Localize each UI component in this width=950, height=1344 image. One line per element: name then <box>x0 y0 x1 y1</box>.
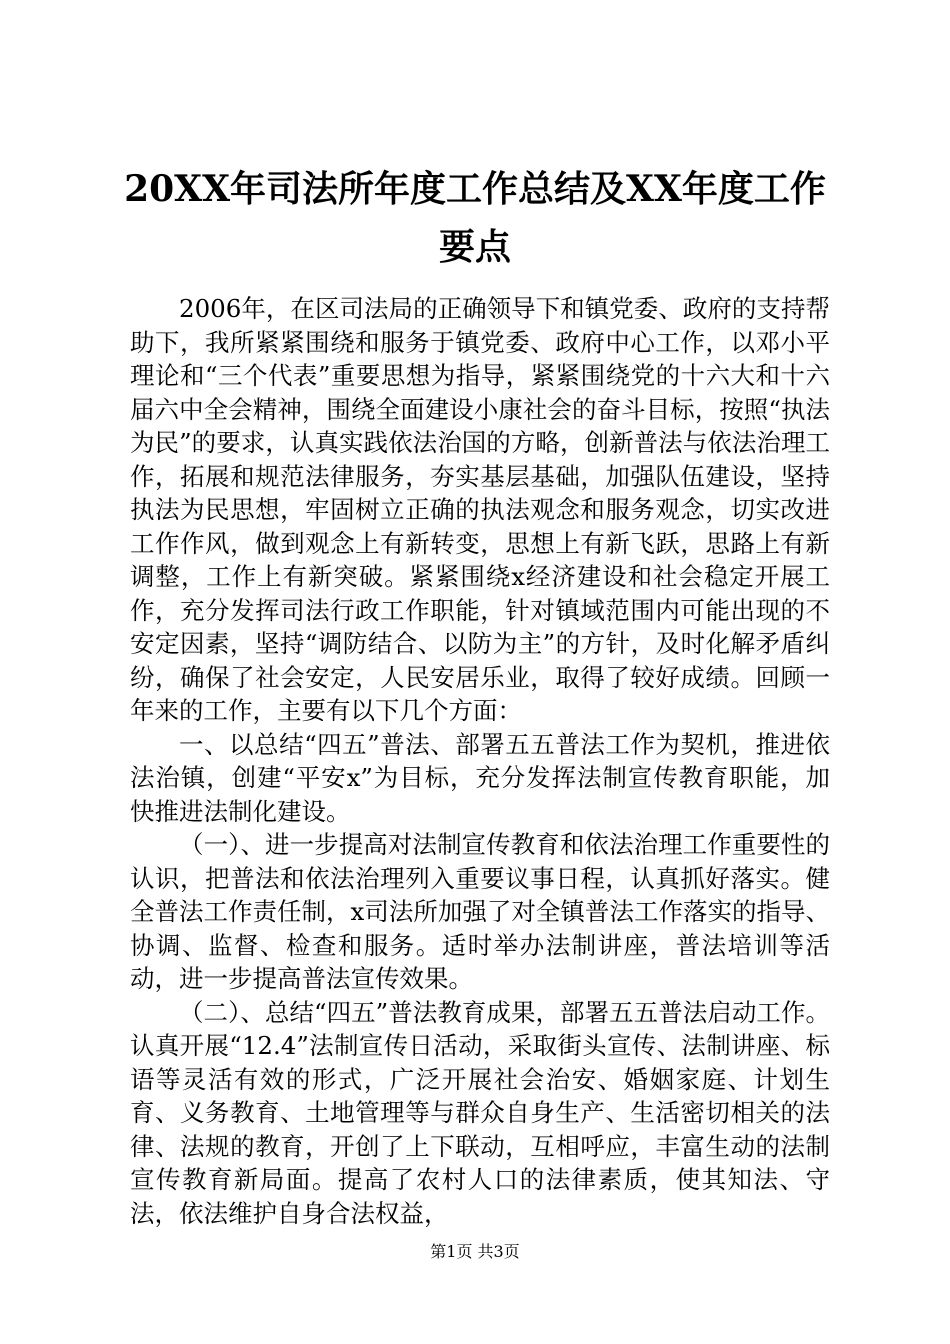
paragraph-section-1: 一、以总结“四五”普法、部署五五普法工作为契机，推进依法治镇，创建“平安x”为目标，充分发挥法制宣传教育职能，加快推进法制化建设。 <box>130 729 830 826</box>
document-title: 20XX年司法所年度工作总结及XX年度工作要点 <box>124 168 826 268</box>
paragraph-subsection-2: （二）、总结“四五”普法教育成果，部署五五普法启动工作。认真开展“12.4”法制宣传日活动，采取街头宣传、法制讲座、标语等灵活有效的形式，广泛开展社会治安、婚姻家庭、计划生育、义务教育、土地管理等与群众自身生产、生活密切相关的法律、法规的教育，开创了上下联动，互相呼应，丰富生动的法制宣传教育新局面。提高了农村人口的法律素质，使其知法、守法，依法维护自身合法权益， <box>130 997 830 1228</box>
page-footer <box>0 1242 950 1262</box>
document-body <box>130 292 830 1230</box>
paragraph-intro: 2006年，在区司法局的正确领导下和镇党委、政府的支持帮助下，我所紧紧围绕和服务于镇党委、政府中心工作，以邓小平理论和“三个代表”重要思想为指导，紧紧围绕党的十六大和十六届六中全会精神，围绕全面建设小康社会的奋斗目标，按照“执法为民”的要求，认真实践依法治国的方略，创新普法与依法治理工作，拓展和规范法律服务，夯实基层基础，加强队伍建设，坚持执法为民思想，牢固树立正确的执法观念和服务观念，切实改进工作作风，做到观念上有新转变，思想上有新飞跃，思路上有新调整，工作上有新突破。紧紧围绕x经济建设和社会稳定开展工作，充分发挥司法行政工作职能，针对镇域范围内可能出现的不安定因素，坚持“调防结合、以防为主”的方针，及时化解矛盾纠纷，确保了社会安定，人民安居乐业，取得了较好成绩。回顾一年来的工作，主要有以下几个方面： <box>130 294 830 725</box>
page-number-indicator: 第1页 共3页 <box>430 1242 520 1261</box>
paragraph-subsection-1: （一）、进一步提高对法制宣传教育和依法治理工作重要性的认识，把普法和依法治理列入重要议事日程，认真抓好落实。健全普法工作责任制，x司法所加强了对全镇普法工作落实的指导、协调、监督、检查和服务。适时举办法制讲座，普法培训等活动，进一步提高普法宣传效果。 <box>130 830 830 993</box>
